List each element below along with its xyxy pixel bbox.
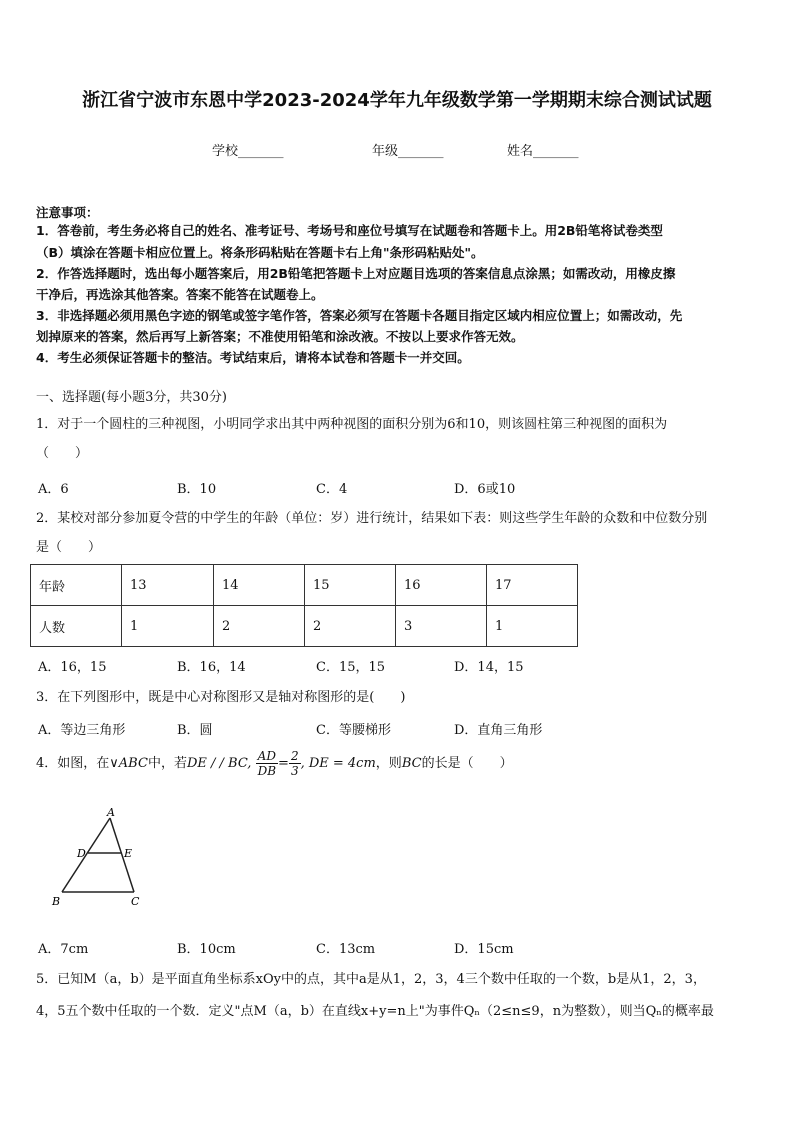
q3-option-b[interactable]: B．圆 [177, 723, 213, 738]
q4-option-b[interactable]: B．10cm [177, 942, 236, 957]
table-cell: 1 [487, 606, 578, 647]
equals-sign: = [278, 756, 289, 771]
question-3-stem: 3．在下列图形中，既是中心对称图形又是轴对称图形的是( ) [36, 690, 406, 705]
table-row [31, 606, 578, 647]
question-1-stem: 1．对于一个圆柱的三种视图，小明同学求出其中两种视图的面积分别为6和10，则该圆柱第三种视图的面积为 [36, 417, 668, 432]
q4-option-d[interactable]: D．15cm [454, 942, 514, 957]
q3-option-d[interactable]: D．直角三角形 [454, 723, 543, 738]
table-row [31, 565, 578, 606]
table-cell: 13 [122, 565, 214, 606]
q1-option-d[interactable]: D．6或10 [454, 482, 516, 497]
q4-text: 的长是（ ） [421, 756, 513, 771]
q1-option-b[interactable]: B．10 [177, 482, 217, 497]
q2-option-d[interactable]: D．14，15 [454, 660, 524, 675]
table-cell: 2 [305, 606, 396, 647]
age-table [30, 564, 578, 647]
label-d: D [77, 847, 86, 860]
grade-field[interactable]: 年级_______ [372, 144, 444, 159]
q4-text: 中，若 [147, 756, 187, 771]
label-b: B [52, 895, 61, 908]
notice-line: （B）填涂在答题卡相应位置上。将条形码粘贴在答题卡右上角"条形码粘贴处"。 [36, 245, 484, 260]
table-cell: 14 [214, 565, 305, 606]
table-cell: 3 [396, 606, 487, 647]
q2-option-b[interactable]: B．16，14 [177, 660, 246, 675]
notice-line: 划掉原来的答案，然后再写上新答案；不准使用铅笔和涂改液。不按以上要求作答无效。 [36, 329, 524, 344]
notice-line: 4．考生必须保证答题卡的整洁。考试结束后，请将本试卷和答题卡一并交回。 [36, 350, 470, 365]
question-5-stem-cont: 4，5五个数中任取的一个数．定义"点M（a，b）在直线x+y=n上"为事件Qₙ（2≤n≤9，n为整数），则当Qₙ的概率最 [36, 1004, 714, 1019]
segment-bc: BC [401, 756, 422, 771]
ratio-two-thirds [289, 749, 301, 778]
q2-option-a[interactable]: A．16，15 [38, 660, 107, 675]
name-field[interactable]: 姓名_______ [507, 144, 579, 159]
question-1-stem-cont: （ ） [36, 446, 89, 461]
school-field[interactable]: 学校_______ [212, 144, 284, 159]
q4-option-c[interactable]: C．13cm [316, 942, 376, 957]
notice-line: 干净后，再选涂其他答案。答案不能答在试题卷上。 [36, 287, 324, 302]
q2-option-c[interactable]: C．15，15 [316, 660, 386, 675]
triangle-figure [46, 806, 156, 908]
fraction-denominator: 3 [290, 764, 299, 778]
question-2-stem: 2．某校对部分参加夏令营的中学生的年龄（单位：岁）进行统计，结果如下表：则这些学生年龄的众数和中位数分别 [36, 511, 708, 526]
table-cell: 15 [305, 565, 396, 606]
notice-line: 1．答卷前，考生务必将自己的姓名、准考证号、考场号和座位号填写在试题卷和答题卡上。用2B铅笔将试卷类型 [36, 223, 663, 238]
q1-option-c[interactable]: C．4 [316, 482, 348, 497]
notice-line: 2．作答选择题时，选出每小题答案后，用2B铅笔把答题卡上对应题目选项的答案信息点涂黑；如需改动，用橡皮擦 [36, 266, 676, 281]
label-a: A [107, 806, 115, 819]
table-cell: 16 [396, 565, 487, 606]
fraction-numerator: AD [256, 749, 278, 764]
fraction-denominator: DB [257, 764, 277, 778]
question-5-stem: 5．已知M（a，b）是平面直角坐标系xOy中的点，其中a是从1，2，3，4三个数中任取的一个数，b是从1，2，3， [36, 972, 706, 987]
q3-option-a[interactable]: A．等边三角形 [38, 723, 126, 738]
notice-heading: 注意事项： [36, 205, 99, 220]
question-4-stem [36, 748, 766, 780]
question-2-stem-cont: 是（ ） [36, 540, 102, 555]
label-c: C [131, 895, 140, 908]
fraction-numerator: 2 [290, 749, 299, 763]
ratio-ad-db [256, 749, 278, 778]
de-length: , DE = 4cm [300, 756, 376, 771]
table-cell: 年龄 [31, 565, 122, 606]
q4-text: ，则 [375, 756, 402, 771]
label-e: E [124, 847, 133, 860]
exam-title: 浙江省宁波市东恩中学2023-2024学年九年级数学第一学期期末综合测试试题 [82, 90, 712, 111]
section-heading: 一、选择题(每小题3分，共30分) [36, 390, 227, 405]
q3-option-c[interactable]: C．等腰梯形 [316, 723, 391, 738]
table-cell: 人数 [31, 606, 122, 647]
table-cell: 2 [214, 606, 305, 647]
table-cell: 17 [487, 565, 578, 606]
triangle-abc: ∨ABC [109, 756, 148, 771]
parallel-condition: DE / / BC, [186, 756, 252, 771]
side-ab [62, 818, 110, 892]
notice-line: 3．非选择题必须用黑色字迹的钢笔或签字笔作答，答案必须写在答题卡各题目指定区域内相应位置上；如需改动，先 [36, 308, 683, 323]
q1-option-a[interactable]: A．6 [38, 482, 69, 497]
q4-option-a[interactable]: A．7cm [38, 942, 89, 957]
q4-text: 4．如图，在 [36, 756, 110, 771]
table-cell: 1 [122, 606, 214, 647]
